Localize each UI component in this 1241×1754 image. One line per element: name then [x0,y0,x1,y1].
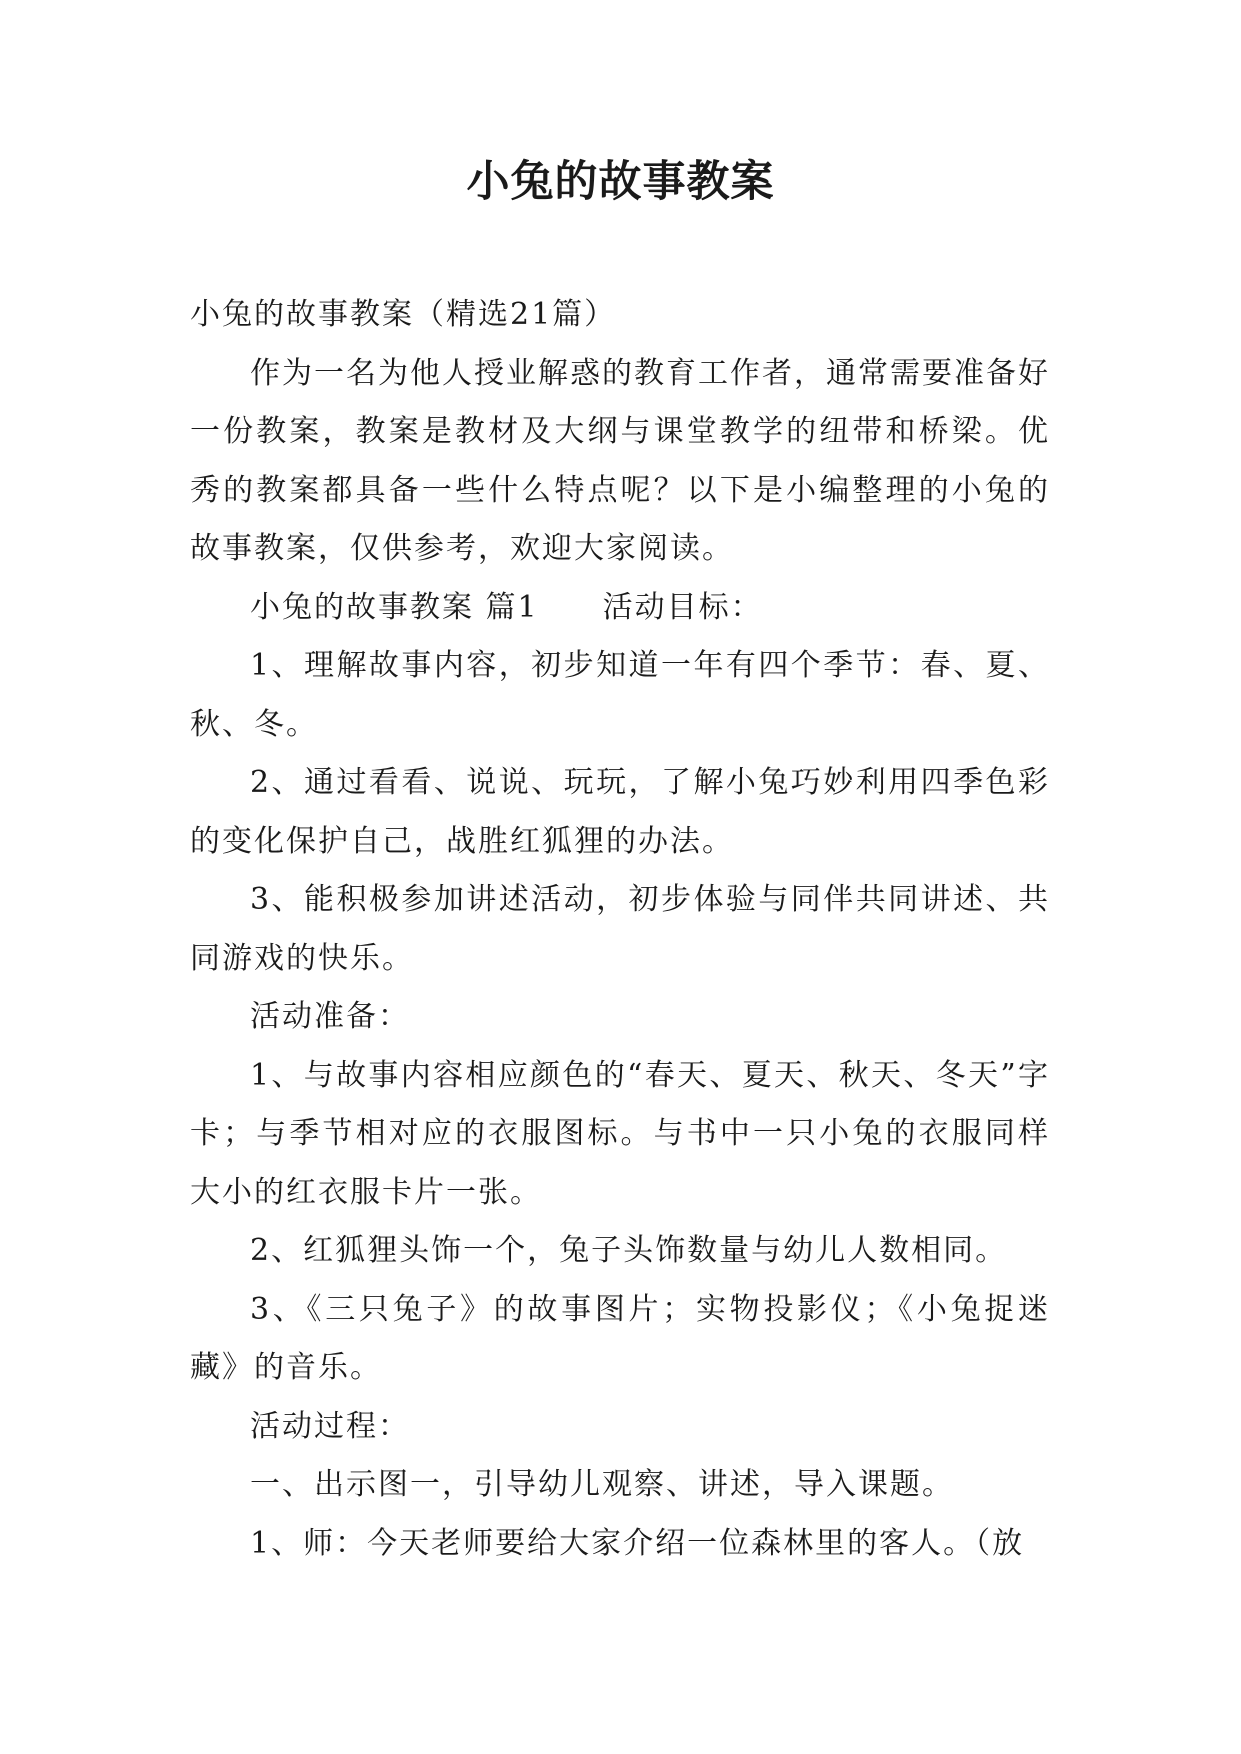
paragraph-process-substep-1: 1、师：今天老师要给大家介绍一位森林里的客人。（放 [250,1525,1025,1561]
paragraph-prep-1: 1、与故事内容相应颜色的“春天、夏天、秋天、冬天”字卡；与季节相对应的衣服图标。与书中一只小兔的衣服同样大小的红衣服卡片一张。 [190,1057,1050,1210]
paragraph-process-heading: 活动过程： [250,1408,410,1444]
paragraph-goal-3: 3、能积极参加讲述活动，初步体验与同伴共同讲述、共同游戏的快乐。 [190,882,1050,976]
paragraph-process-step-1: 一、出示图一，引导幼儿观察、讲述，导入课题。 [250,1467,954,1502]
paragraph-subtitle: 小兔的故事教案（精选21篇） [190,297,617,332]
paragraph-intro: 作为一名为他人授业解惑的教育工作者，通常需要准备好一份教案，教案是教材及大纲与课堂教学的纽带和桥梁。优秀的教案都具备一些什么特点呢？以下是小编整理的小兔的故事教案，仅供参考，欢迎大家阅读。 [190,355,1050,566]
paragraph-goal-1: 1、理解故事内容，初步知道一年有四个季节：春、夏、秋、冬。 [190,648,1050,742]
paragraph-goal-2: 2、通过看看、说说、玩玩，了解小兔巧妙利用四季色彩的变化保护自己，战胜红狐狸的办法。 [190,765,1050,859]
paragraph-prep-heading: 活动准备： [250,999,410,1034]
document-body [190,286,1050,1573]
paragraph-prep-2: 2、红狐狸头饰一个，兔子头饰数量与幼儿人数相同。 [250,1233,1008,1268]
paragraph-section-heading: 小兔的故事教案 篇1 活动目标： [250,589,763,625]
document-title: 小兔的故事教案 [466,157,775,207]
paragraph-prep-3: 3、《三只兔子》的故事图片；实物投影仪；《小兔捉迷藏》的音乐。 [190,1291,1050,1385]
